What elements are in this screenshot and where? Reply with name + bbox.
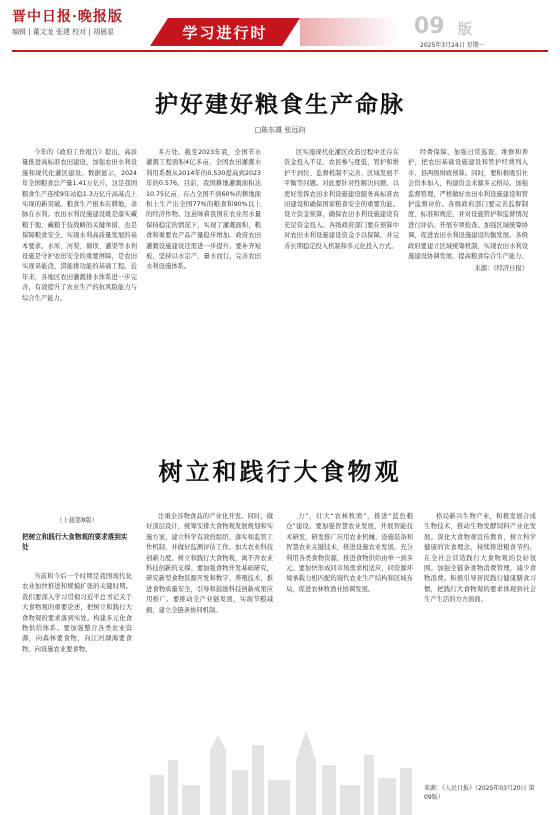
page-number-suffix: 版 bbox=[458, 22, 472, 38]
masthead-divider bbox=[12, 50, 548, 52]
article1-column-3: 区实施现代化灌区改造过程中还存在资金投入不足、农民参与度低、管护和维护不到位、监督机制不完善、区域发展不平衡等问题。对此要针对性解决问题，以更好发挥农田水利设施建设服务高标准农田建设和确保国家粮食安全的重要功能。设立资金预算，确保农田水利设施建设有充足资金投入。各级政府部门要在预算中对农田水利设施建设资金予以保障，并完善长期稳定投入机制和多元化投入方式。 bbox=[284, 149, 399, 250]
editors-line: 编辑 | 董文龙 张建 校对 | 胡晨星 bbox=[12, 28, 115, 36]
article1-column-1: 今年的《政府工作报告》提出，高质量推进高标准农田建设，加强农田水利设施和现代化灌区建设。数据显示，2024年全国粮食总产量1.41万亿斤，这是我国粮食生产连续9年站稳1.3万亿斤高基点上实现的新突破。粮食生产根本在耕地，命脉在水利。农田水利设施建设既是落实藏粮于地、藏粮于技战略的关键举措，也是保障粮食安全、实现水利高质量发展的基本要求。水库、河渠、塘坝、灌渠等水利设施是守护农田安全的重要屏障，是农田实现旱能浇、涝能排功能的基础工程。近年来，各地区农田灌溉排水体系进一步完善，有效提升了农业生产的抗风险能力与综合生产能力。 bbox=[22, 149, 137, 302]
article2-source: 来源：《人民日报》（2025年03月20日 第09版） bbox=[424, 785, 535, 801]
article1-source: 来源：《经济日报》 bbox=[474, 265, 528, 273]
article2-title: 树立和践行大食物观 bbox=[158, 457, 402, 486]
newspaper-name: 晋中日报·晚报版 bbox=[12, 9, 123, 25]
article2-column-3: 力”，壮大“农林牧渔”，推进“蓝色粮仓”建设。要加强智慧农业发展，开展智能技术研发，研发推广应用农业机械、设施装备和智慧农业关键技术，推进设施农业发展。充分利用各类食物资源，推进食物供给由单一到多元。要加快形成同市场需求相适应、同资源环境承载力相匹配的现代农业生产结构和区域布局，促进农林牧渔业协调发展。 bbox=[286, 513, 413, 593]
section-title: 学习进行时 bbox=[182, 24, 268, 42]
article2-subheading: 把树立和践行大食物观的要求落到实处 bbox=[22, 533, 128, 551]
article2-column-1: 当前和今后一个时期是我国现代化农业加快推进和规模扩张的关键时期。我们要深入学习贯彻习近平总书记关于大食物观的重要论述，把树立和践行大食物观的要求落到实处。构建多元化食物供给体系。要加强整合各类农业资源，向森林要食物，向江河湖海要食物，向设施农业要食物。 bbox=[22, 573, 132, 653]
article1-title: 护好建好粮食生产命脉 bbox=[155, 91, 405, 118]
continued-from-note: （上接第8版） bbox=[56, 517, 98, 524]
article1-column-4-text: 经费保障，加强日常巡查、维修和养护，把农田基础设施建设和管护经费列入市、县两级财政预算。同时，要积极吸引社会资本加入，构建资金来源多元格局。加强监督管理，严格做好农田水利设施建设和管护监督评价。各级政府部门要完善监督制度、标准和规范，并对设施管护和监督情况进行评估，开展专项检查。加强区域统筹协调，促进农田水利设施建设均衡发展。各级政府要建立区域统筹机制，实现农田水利设施建设协调发展，提高粮食综合生产能力。 bbox=[408, 149, 528, 261]
article1-byline: □陈东雄 张远向 bbox=[254, 126, 306, 134]
section-banner-fade bbox=[300, 18, 400, 46]
article2-column-4: 格局新兴生物产业，积极发展合成生物技术，推动生物发酵饲料产业化发展。深化大食物观宣传教育，树立科学健康的饮食理念，持续推进粮食节约，在全社会营造践行大食物观的良好氛围。加强全链条食物消费管理，减少食物浪费。积极引导居民践行健康膳食习惯，把践行大食物观的要求体现到社会生产生活的方方面面。 bbox=[424, 513, 536, 604]
article2-column-2: 注重全谷物食品的产业化开发。同时，做好顶层设计，统筹安排大食物观发展规划和实施方案，建立科学有效的组织、落实和监管工作机制，并做好监测评估工作。加大农业科技创新力度。树立和践行大食物观，离不开农业科技创新的支撑。要加强食物开发基础研究，研究新型食物资源开发和数字、养殖技术，推进食物质量安全，引导和鼓励科技创新成果应用推广。要推动全产业链发展，实现节粮减损，建立全链条协同机制。 bbox=[146, 513, 273, 614]
article1-column-2: 多万处。截至2023年底，全国节水灌溉工程面积4亿多亩，全国农田灌溉水利用系数从2014年的0.530提高到2023年的0.576。目前，我国耕地灌溉面积达10.75亿亩，在占全国不到60%的耕地面积上生产出全国77%的粮食和90%以上的经济作物。这意味着我国在农业用水量保持稳定的情况下，实现了灌溉面积、粮食和重要农产品产量稳步增加。政府农田灌溉设施建设还需进一步提升。要补齐短板，坚持以水定产、量水而行，完善农田水利设施体系。 bbox=[146, 149, 261, 271]
article2-lead bbox=[22, 515, 132, 552]
issue-date: 2025年3月24日 星期一 bbox=[420, 42, 485, 49]
article1-column-4 bbox=[408, 148, 528, 403]
page-number: 09 bbox=[414, 14, 445, 39]
city-silhouette-decoration bbox=[140, 690, 420, 815]
